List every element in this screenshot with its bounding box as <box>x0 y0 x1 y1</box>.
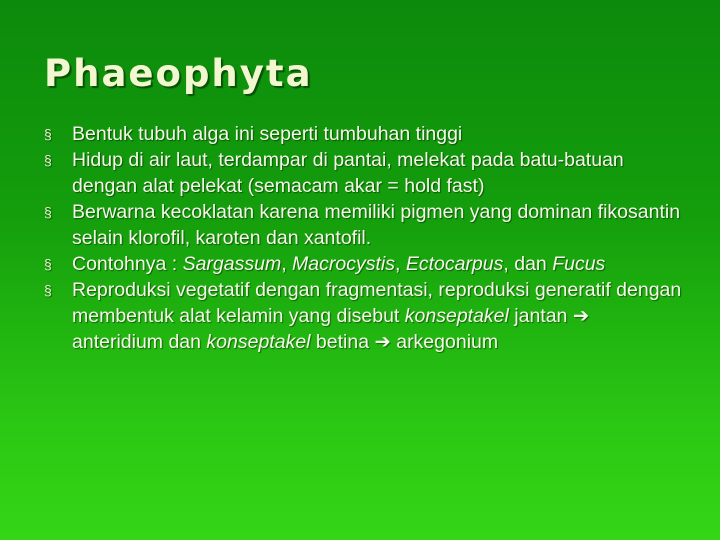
term-konseptakel: konseptakel <box>404 305 509 327</box>
bullet-item-pigment <box>44 199 684 251</box>
bullet-text: Bentuk tubuh alga ini seperti tumbuhan tinggi <box>72 123 463 145</box>
bullet-text: Hidup di air laut, terdampar di pantai, melekat pada batu-batuan dengan alat pelekat (semacam akar = hold fast) <box>72 149 624 197</box>
bullet-text: betina ➔ arkegonium <box>310 331 499 353</box>
slide-title: Phaeophyta <box>44 52 313 95</box>
bullet-list <box>44 121 684 355</box>
bullet-marker-icon: § <box>44 204 52 220</box>
bullet-item-examples <box>44 251 684 277</box>
bullet-text: , <box>394 253 406 275</box>
bullet-text: , <box>281 253 293 275</box>
bullet-item-body-shape <box>44 121 684 147</box>
bullet-marker-icon: § <box>44 152 52 168</box>
bullet-marker-icon: § <box>44 126 52 142</box>
term-konseptakel: konseptakel <box>206 331 311 353</box>
bullet-text: , dan <box>503 253 553 275</box>
bullet-text: Reproduksi vegetatif dengan fragmentasi, reproduksi generatif dengan membentuk alat kelamin yang disebut <box>72 279 682 327</box>
bullet-item-reproduction <box>44 277 684 355</box>
species-name-fucus: Fucus <box>552 253 606 275</box>
bullet-text: Berwarna kecoklatan karena memiliki pigmen yang dominan fikosantin selain klorofil, karoten dan xantofil. <box>72 201 681 249</box>
species-name-ectocarpus: Ectocarpus <box>405 253 504 275</box>
bullet-marker-icon: § <box>44 256 52 272</box>
bullet-marker-icon: § <box>44 282 52 298</box>
species-name-macrocystis: Macrocystis <box>292 253 395 275</box>
species-name-sargassum: Sargassum <box>182 253 282 275</box>
bullet-item-habitat <box>44 147 684 199</box>
bullet-text: jantan ➔ anteridium dan <box>72 305 590 353</box>
bullet-text: Contohnya : <box>72 253 183 275</box>
